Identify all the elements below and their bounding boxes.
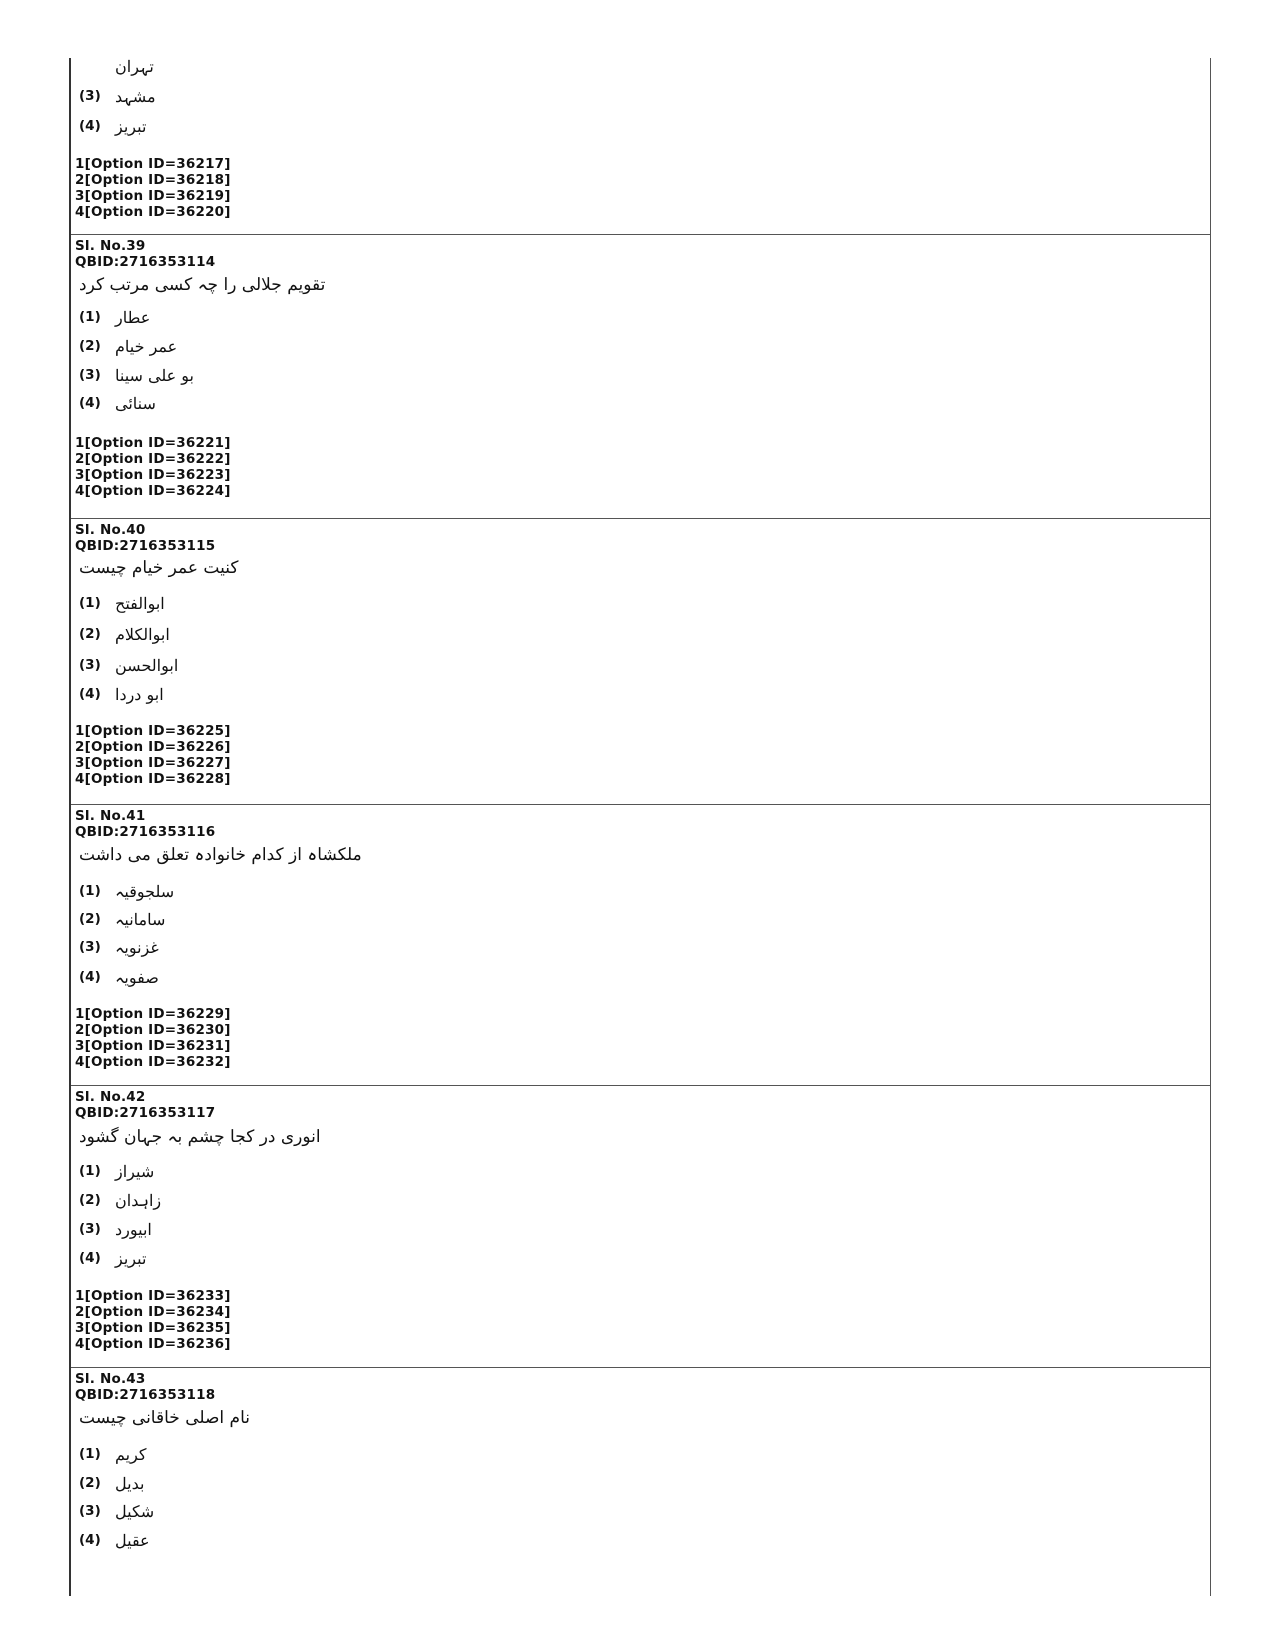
question-block <box>71 518 1210 805</box>
option-text: عقیل <box>115 1530 150 1550</box>
option-text: بو علی سینا <box>115 365 195 385</box>
option-number: (1) <box>79 1163 101 1179</box>
option-number: (4) <box>79 1250 101 1266</box>
option-text: تبریز <box>115 116 147 136</box>
option-number: (3) <box>79 657 101 673</box>
option-text: شیراز <box>115 1161 155 1181</box>
option-number: (3) <box>79 88 101 104</box>
option-row <box>79 907 165 931</box>
option-id: 4[Option ID=36232] <box>75 1054 231 1070</box>
option-row <box>79 622 170 646</box>
question-bank-id: QBID:2716353114 <box>75 254 216 270</box>
option-text: مشہد <box>115 86 156 106</box>
question-header <box>75 808 215 840</box>
option-text: تہران <box>115 56 154 76</box>
question-header <box>75 1089 215 1121</box>
option-number: (4) <box>79 969 101 985</box>
option-row <box>79 391 156 415</box>
option-text: ابوالحسن <box>115 655 179 675</box>
option-row <box>79 682 164 706</box>
option-text: ابوالکلام <box>115 624 170 644</box>
option-number: (3) <box>79 1503 101 1519</box>
option-number: (2) <box>79 1475 101 1491</box>
option-number: (4) <box>79 686 101 702</box>
option-text: سلجوقیہ <box>115 881 175 901</box>
question-bank-id: QBID:2716353118 <box>75 1387 216 1403</box>
question-block <box>71 234 1210 519</box>
question-bank-id: QBID:2716353116 <box>75 824 216 840</box>
question-text: تقویم جلالی را چہ کسی مرتب کرد <box>79 275 326 295</box>
serial-number: Sl. No.41 <box>75 808 146 824</box>
question-block <box>71 1367 1210 1597</box>
question-bank-id: QBID:2716353117 <box>75 1105 216 1121</box>
question-bank-id: QBID:2716353115 <box>75 538 216 554</box>
option-text: صفویہ <box>115 967 159 987</box>
option-id: 4[Option ID=36220] <box>75 204 231 220</box>
option-row <box>79 1442 147 1466</box>
option-id-list <box>75 156 231 220</box>
option-number: (3) <box>79 939 101 955</box>
question-header <box>75 522 215 554</box>
option-row <box>79 1528 150 1552</box>
option-text: ابو دردا <box>115 684 164 704</box>
serial-number: Sl. No.40 <box>75 522 146 538</box>
option-row <box>79 1246 146 1270</box>
option-row <box>79 1188 161 1212</box>
option-id: 1[Option ID=36229] <box>75 1006 231 1022</box>
option-number: (2) <box>79 911 101 927</box>
option-text: زاہدان <box>115 1190 162 1210</box>
option-row <box>79 591 165 615</box>
option-id: 1[Option ID=36225] <box>75 723 231 739</box>
option-number: (3) <box>79 1221 101 1237</box>
option-id: 3[Option ID=36231] <box>75 1038 231 1054</box>
option-number: (2) <box>79 1192 101 1208</box>
option-text: سامانیہ <box>115 909 166 929</box>
option-row <box>79 1471 144 1495</box>
option-text: عطار <box>115 307 151 327</box>
question-header <box>75 1371 215 1403</box>
question-paper-frame <box>69 58 1211 1596</box>
option-id: 3[Option ID=36219] <box>75 188 231 204</box>
option-row <box>79 114 146 138</box>
option-text: کریم <box>115 1444 147 1464</box>
option-number: (2) <box>79 626 101 642</box>
option-id: 4[Option ID=36224] <box>75 483 231 499</box>
option-id: 1[Option ID=36221] <box>75 435 231 451</box>
option-number: (1) <box>79 309 101 325</box>
option-number: (1) <box>79 595 101 611</box>
option-row <box>79 935 159 959</box>
question-text: انوری در کجا چشم بہ جہان گشود <box>79 1127 321 1147</box>
question-block <box>71 1085 1210 1368</box>
option-number: (4) <box>79 118 101 134</box>
option-text: ابیورد <box>115 1219 152 1239</box>
option-text: ابوالفتح <box>115 593 165 613</box>
option-row <box>79 84 156 108</box>
option-row <box>79 879 174 903</box>
option-id: 4[Option ID=36228] <box>75 771 231 787</box>
option-id: 2[Option ID=36226] <box>75 739 231 755</box>
option-row <box>79 653 178 677</box>
option-number: (1) <box>79 883 101 899</box>
question-block <box>71 804 1210 1086</box>
option-row <box>79 1217 152 1241</box>
option-text: غزنویہ <box>115 937 159 957</box>
question-block-continued <box>71 58 1210 234</box>
option-id: 4[Option ID=36236] <box>75 1336 231 1352</box>
serial-number: Sl. No.42 <box>75 1089 146 1105</box>
option-number: (3) <box>79 367 101 383</box>
option-number: (1) <box>79 1446 101 1462</box>
option-id-list <box>75 1006 231 1070</box>
serial-number: Sl. No.39 <box>75 238 146 254</box>
option-id: 3[Option ID=36235] <box>75 1320 231 1336</box>
question-text: ملکشاہ از کدام خانوادہ تعلق می داشت <box>79 845 362 865</box>
option-row <box>79 1159 154 1183</box>
option-row <box>79 965 159 989</box>
question-text: نام اصلی خاقانی چیست <box>79 1408 250 1428</box>
option-row <box>79 1499 154 1523</box>
option-number: (4) <box>79 1532 101 1548</box>
option-id: 1[Option ID=36217] <box>75 156 231 172</box>
option-number: (4) <box>79 395 101 411</box>
option-text: سنائی <box>115 393 156 413</box>
option-id: 2[Option ID=36218] <box>75 172 231 188</box>
option-id: 2[Option ID=36234] <box>75 1304 231 1320</box>
option-id: 3[Option ID=36227] <box>75 755 231 771</box>
option-id: 3[Option ID=36223] <box>75 467 231 483</box>
question-text: کنیت عمر خیام چیست <box>79 558 239 578</box>
option-text: شکیل <box>115 1501 155 1521</box>
option-row <box>79 305 150 329</box>
option-id: 2[Option ID=36222] <box>75 451 231 467</box>
option-text: تبریز <box>115 1248 147 1268</box>
option-id: 2[Option ID=36230] <box>75 1022 231 1038</box>
option-row <box>79 363 194 387</box>
option-id: 1[Option ID=36233] <box>75 1288 231 1304</box>
option-id-list <box>75 723 231 787</box>
option-text: بدیل <box>115 1473 145 1493</box>
option-row <box>79 54 154 78</box>
option-id-list <box>75 435 231 499</box>
serial-number: Sl. No.43 <box>75 1371 146 1387</box>
option-row <box>79 334 177 358</box>
option-text: عمر خیام <box>115 336 178 356</box>
option-id-list <box>75 1288 231 1352</box>
option-number: (2) <box>79 338 101 354</box>
question-header <box>75 238 215 270</box>
